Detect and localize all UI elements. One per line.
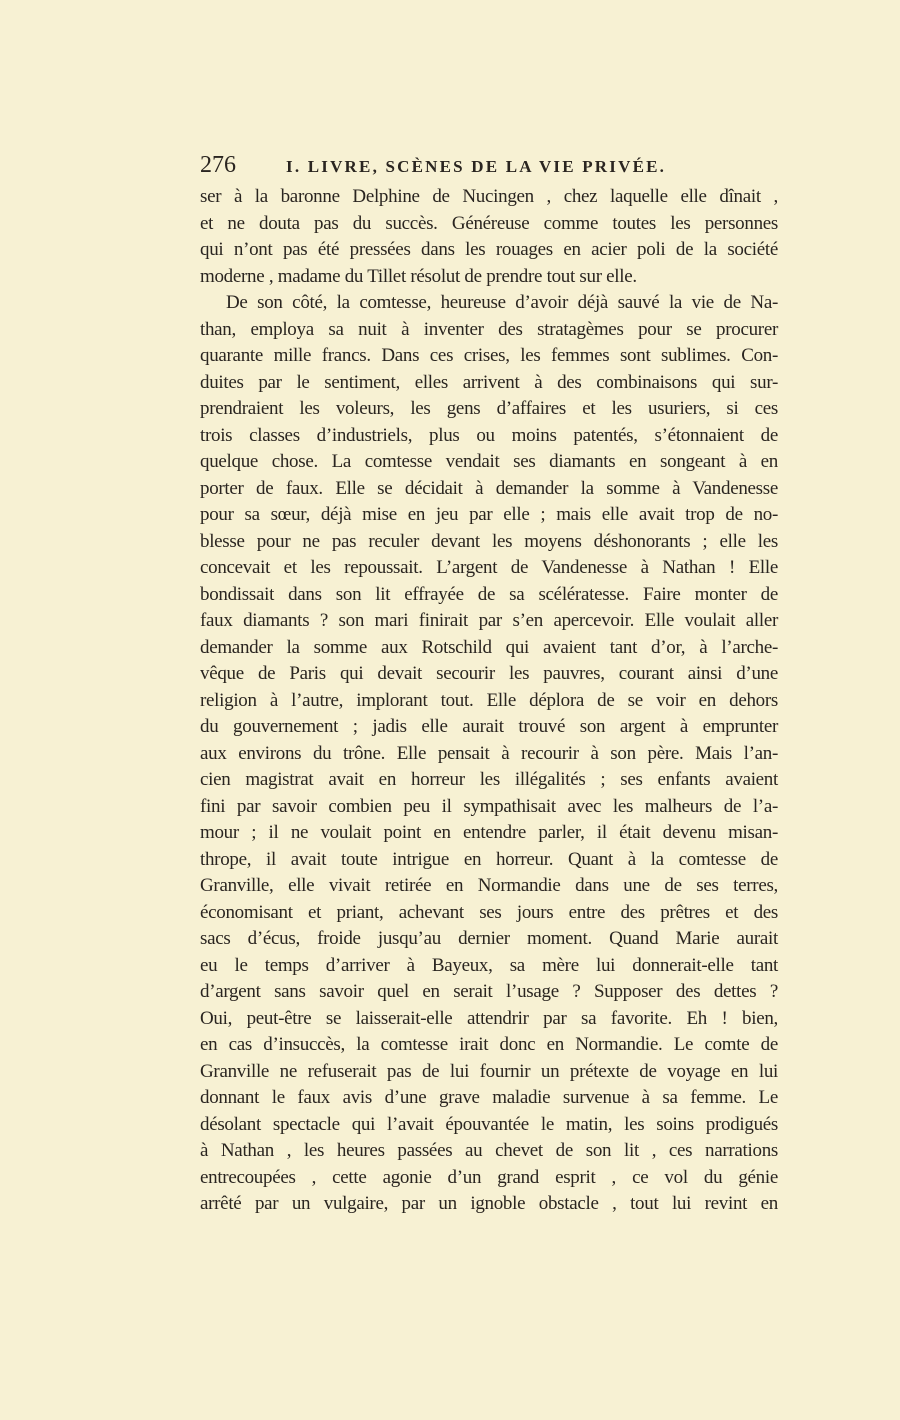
text-line: concevait et les repoussait. L’argent de Vandenesse à Nathan ! Elle — [200, 557, 778, 578]
text-line: blesse pour ne pas reculer devant les moyens déshonorants ; elle les — [200, 530, 778, 552]
page-number: 276 — [200, 152, 236, 178]
text-line: religion à l’autre, implorant tout. Elle déplora de se voir en dehors — [200, 689, 778, 711]
text-line: bondissait dans son lit effrayée de sa scélératesse. Faire monter de — [200, 583, 778, 605]
text-line: pour sa sœur, déjà mise en jeu par elle ; mais elle avait trop de no- — [200, 504, 778, 525]
text-line: duites par le sentiment, elles arrivent à des combinaisons qui sur- — [200, 371, 778, 393]
text-line: Granville ne refuserait pas de lui fournir un prétexte de voyage en lui — [200, 1060, 778, 1082]
page-body-text — [200, 184, 778, 1218]
text-line: vêque de Paris qui devait secourir les pauvres, courant ainsi d’une — [200, 663, 778, 684]
text-line: entrecoupées , cette agonie d’un grand esprit , ce vol du génie — [200, 1166, 778, 1188]
text-line: du gouvernement ; jadis elle aurait trouvé son argent à emprunter — [200, 716, 778, 737]
text-line: fini par savoir combien peu il sympathisait avec les malheurs de l’a- — [200, 795, 778, 817]
text-line: prendraient les voleurs, les gens d’affaires et les usuriers, si ces — [200, 398, 778, 419]
text-line: trois classes d’industriels, plus ou moins patentés, s’étonnaient de — [200, 424, 778, 446]
text-line: cien magistrat avait en horreur les illégalités ; ses enfants avaient — [200, 769, 778, 790]
text-line: De son côté, la comtesse, heureuse d’avoir déjà sauvé la vie de Na- — [226, 292, 778, 313]
text-line: aux environs du trône. Elle pensait à recourir à son père. Mais l’an- — [200, 742, 778, 764]
text-line: ser à la baronne Delphine de Nucingen , chez laquelle elle dînait , — [200, 186, 778, 207]
text-line: demander la somme aux Rotschild qui avaient tant d’or, à l’arche- — [200, 636, 778, 658]
text-line: Granville, elle vivait retirée en Normandie dans une de ses terres, — [200, 875, 778, 896]
text-line: sacs d’écus, froide jusqu’au dernier moment. Quand Marie aurait — [200, 928, 778, 949]
text-line: faux diamants ? son mari finirait par s’en apercevoir. Elle voulait aller — [200, 610, 778, 631]
text-line: Oui, peut-être se laisserait-elle attendrir par sa favorite. Eh ! bien, — [200, 1007, 778, 1029]
text-line: thrope, il avait toute intrigue en horreur. Quant à la comtesse de — [200, 848, 778, 870]
text-line: et ne douta pas du succès. Généreuse comme toutes les personnes — [200, 212, 778, 234]
text-line: arrêté par un vulgaire, par un ignoble obstacle , tout lui revint en — [200, 1193, 778, 1214]
page-header — [200, 152, 780, 182]
text-line: than, employa sa nuit à inventer des stratagèmes pour se procurer — [200, 318, 778, 340]
text-line: qui n’ont pas été pressées dans les rouages en acier poli de la société — [200, 239, 778, 260]
text-line: moderne , madame du Tillet résolut de prendre tout sur elle. — [200, 265, 637, 287]
text-line: mour ; il ne voulait point en entendre parler, il était devenu misan- — [200, 822, 778, 843]
text-line: quarante mille francs. Dans ces crises, les femmes sont sublimes. Con- — [200, 345, 778, 366]
text-line: eu le temps d’arriver à Bayeux, sa mère lui donnerait-elle tant — [200, 954, 778, 976]
text-line: donnant le faux avis d’une grave maladie survenue à sa femme. Le — [200, 1087, 778, 1108]
text-line: en cas d’insuccès, la comtesse irait donc en Normandie. Le comte de — [200, 1034, 778, 1055]
text-line: quelque chose. La comtesse vendait ses diamants en songeant à en — [200, 451, 778, 472]
text-line: d’argent sans savoir quel en serait l’usage ? Supposer des dettes ? — [200, 981, 778, 1002]
text-line: désolant spectacle qui l’avait épouvantée le matin, les soins prodigués — [200, 1113, 778, 1135]
text-line: économisant et priant, achevant ses jours entre des prêtres et des — [200, 901, 778, 923]
running-title: I. LIVRE, SCÈNES DE LA VIE PRIVÉE. — [286, 157, 667, 176]
text-line: porter de faux. Elle se décidait à demander la somme à Vandenesse — [200, 477, 778, 499]
text-line: à Nathan , les heures passées au chevet de son lit , ces narrations — [200, 1140, 778, 1161]
